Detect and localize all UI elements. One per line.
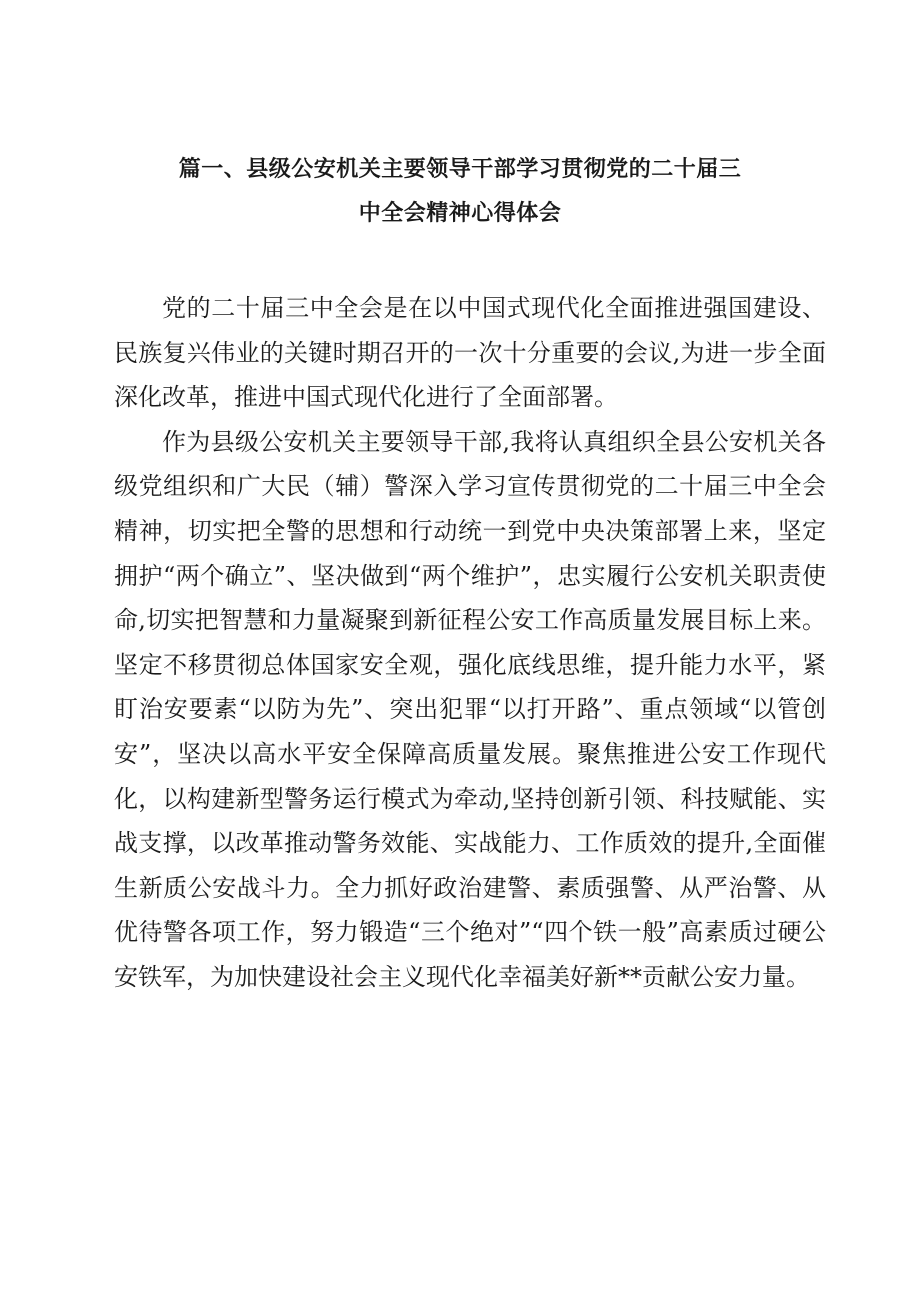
- paragraph-1: 党的二十届三中全会是在以中国式现代化全面推进强国建设、民族复兴伟业的关键时期召开的一次十分重要的会议,为进一步全面深化改革，推进中国式现代化进行了全面部署。: [114, 294, 826, 412]
- paragraph-2: 作为县级公安机关主要领导干部,我将认真组织全县公安机关各级党组织和广大民（辅）警深入学习宣传贯彻党的二十届三中全会精神，切实把全警的思想和行动统一到党中央决策部署上来，坚定拥护“两个确立”、坚决做到“两个维护”，忠实履行公安机关职责使命,切实把智慧和力量凝聚到新征程公安工作高质量发展目标上来。坚定不移贯彻总体国家安全观，强化底线思维，提升能力水平，紧盯治安要素“以防为先”、突出犯罪“以打开路”、重点领域“以管创安”，坚决以高水平安全保障高质量发展。聚焦推进公安工作现代化，以构建新型警务运行模式为牵动,坚持创新引领、科技赋能、实战支撑，以改革推动警务效能、实战能力、工作质效的提升,全面催生新质公安战斗力。全力抓好政治建警、素质强警、从严治警、从优待警各项工作，努力锻造“三个绝对”“四个铁一般”高素质过硬公安铁军，为加快建设社会主义现代化幸福美好新**贡献公安力量。: [114, 427, 826, 991]
- document-body: [114, 286, 826, 1000]
- document-title-line-1: 篇一、县级公安机关主要领导干部学习贯彻党的二十届三: [178, 157, 742, 182]
- document-title-line-2: 中全会精神心得体会: [358, 201, 562, 226]
